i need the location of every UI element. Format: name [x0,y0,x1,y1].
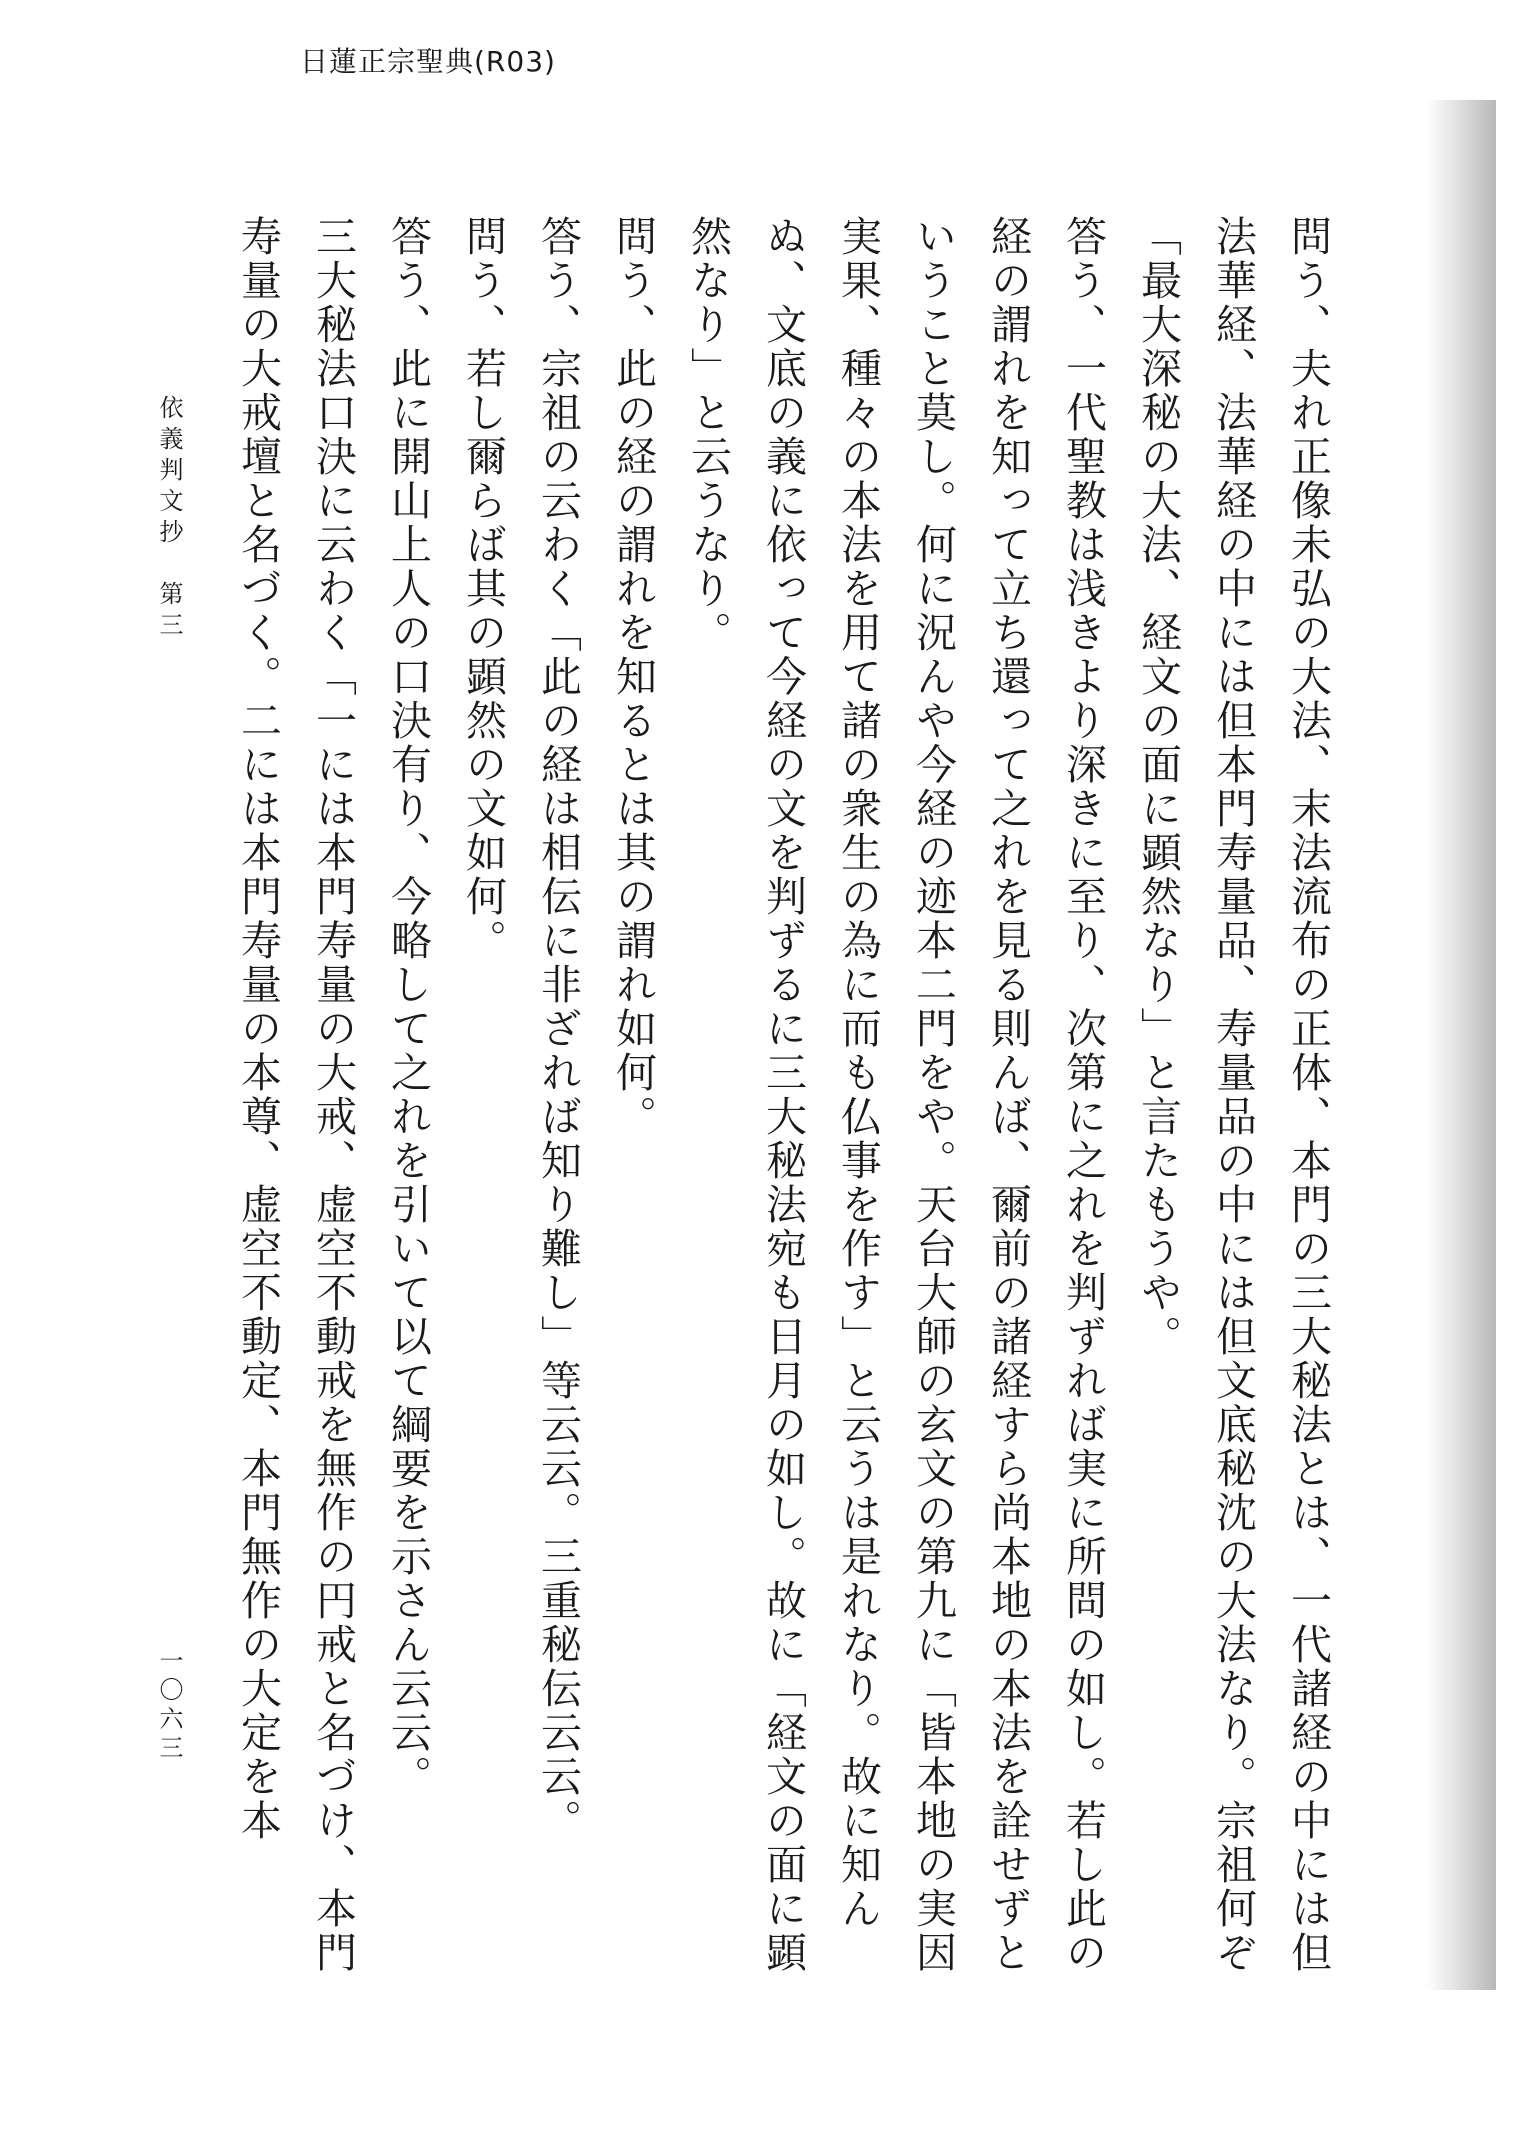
body-text [225,215,1345,1995]
paragraph-7: 三大秘法口決に云わく「一には本門寿量の大戒、虚空不動戒を無作の円戒と名づけ、本門寿量の大戒壇と名づく。二には本門寿量の本尊、虚空不動定、本門無作の大定を本 [234,215,357,1975]
paragraph-2: 答う、一代聖教は浅きより深きに至り、次第に之れを判ずれば実に所問の如し。若し此の経の謂れを知って立ち還って之れを見る則んば、爾前の諸経すら尚本地の本法を詮せずということ莫し。何に況んや今経の迹本二門をや。天台大師の玄文の第九に「皆本地の実因実果、種々の本法を用て諸の衆生の為に而も仏事を作す」と云うは是れなり。故に知んぬ、文底の義に依って今経の文を判ずるに三大秘法宛も日月の如し。故に「経文の面に顕然なり」と云うなり。 [684,215,1107,1975]
running-title: 依義判文抄 第三 [155,395,183,643]
page-number: 一〇六三 [155,1648,183,1764]
paragraph-3: 問う、此の経の謂れを知るとは其の謂れ如何。 [609,215,657,1139]
paragraph-4: 答う、宗祖の云わく「此の経は相伝に非ざれば知り難し」等云云。三重秘伝云云。 [534,215,582,1843]
page-edge-shadow [1426,100,1496,1990]
paragraph-5: 問う、若し爾らば其の顕然の文如何。 [459,215,507,963]
paragraph-6: 答う、此に開山上人の口決有り、今略して之れを引いて以て綱要を示さん云云。 [384,215,432,1799]
paragraph-1: 問う、夫れ正像未弘の大法、末法流布の正体、本門の三大秘法とは、一代諸経の中には但法華経、法華経の中には但本門寿量品、寿量品の中には但文底秘沈の大法なり。宗祖何ぞ「最大深秘の大法、経文の面に顕然なり」と言たもうや。 [1134,215,1332,1975]
document-header: 日蓮正宗聖典(R03) [300,45,556,78]
